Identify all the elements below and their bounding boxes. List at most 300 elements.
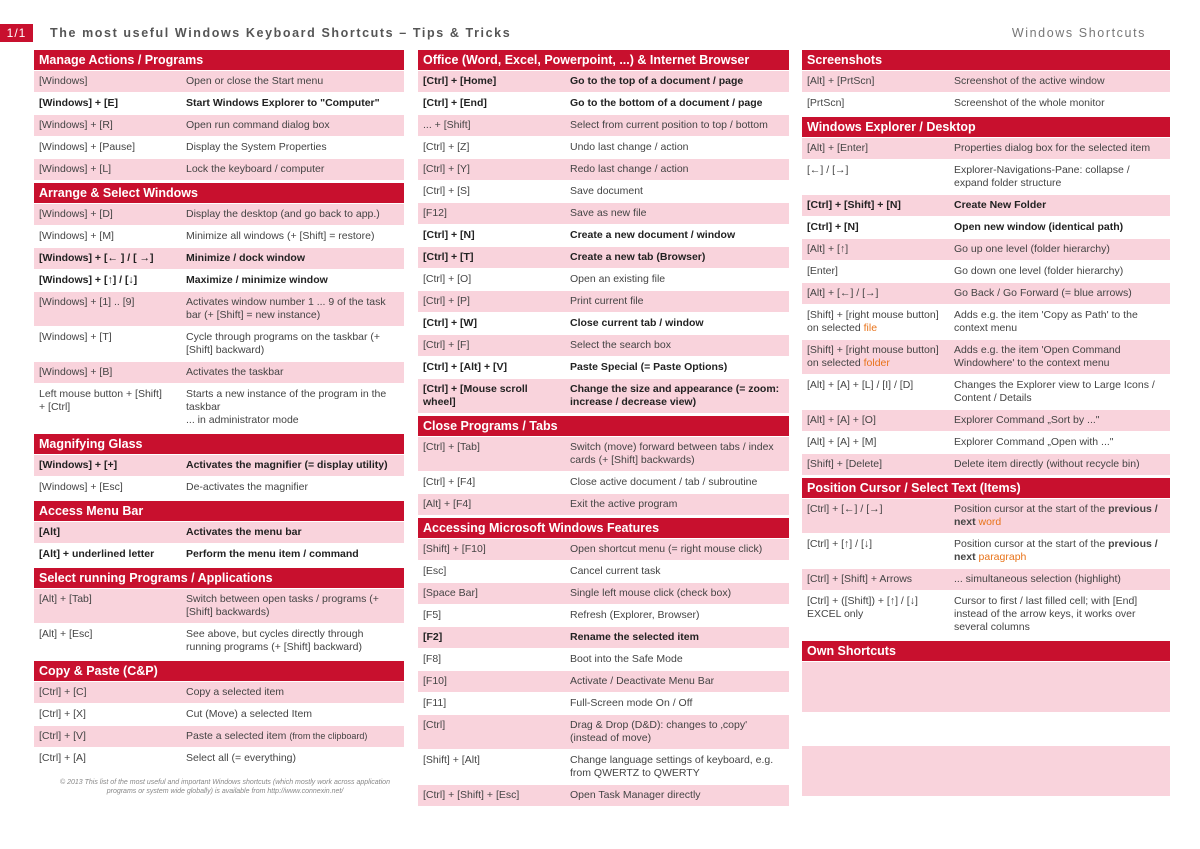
shortcut-row — [418, 539, 789, 560]
shortcut-keys — [34, 270, 182, 291]
shortcut-description — [566, 693, 789, 714]
shortcut-description — [566, 115, 789, 136]
shortcut-keys — [34, 384, 182, 431]
shortcut-description-text: Go Back / Go Forward (= blue arrows) — [954, 287, 1132, 299]
shortcut-keys — [802, 93, 950, 114]
blank-shortcut-row — [802, 714, 1170, 744]
shortcut-keys-text: [Ctrl] + [P] — [423, 295, 470, 307]
page-number-badge: 1/1 — [0, 24, 33, 42]
shortcut-keys — [802, 569, 950, 590]
shortcut-description-text: Switch between open tasks / programs (+ [Shift] backwards) — [186, 593, 379, 618]
shortcut-keys — [418, 671, 566, 692]
shortcut-description — [182, 327, 404, 361]
shortcut-row — [418, 71, 789, 92]
shortcut-description — [566, 225, 789, 246]
shortcut-description — [950, 93, 1170, 114]
shortcut-keys-text: [Ctrl] + [N] — [423, 229, 475, 241]
section-heading: Position Cursor / Select Text (Items) — [802, 478, 1170, 498]
shortcut-description-text: Create a new document / window — [570, 229, 736, 241]
shortcut-description — [566, 379, 789, 413]
shortcut-description-text: Position cursor at the start of the — [954, 503, 1109, 515]
shortcut-row — [802, 195, 1170, 216]
shortcut-description-text: Screenshot of the whole monitor — [954, 97, 1105, 109]
shortcut-keys — [802, 138, 950, 159]
shortcut-description-text: Open an existing file — [570, 273, 666, 285]
shortcut-description — [566, 159, 789, 180]
shortcut-row — [34, 292, 404, 326]
shortcut-description-text: Position cursor at the start of the — [954, 538, 1109, 550]
shortcut-row — [418, 605, 789, 626]
shortcut-description-text: Single left mouse click (check box) — [570, 587, 732, 599]
shortcut-keys — [418, 247, 566, 268]
section-heading: Copy & Paste (C&P) — [34, 661, 404, 681]
page-header — [0, 24, 1200, 42]
shortcut-description — [950, 375, 1170, 409]
shortcut-description — [182, 115, 404, 136]
shortcut-keys — [802, 534, 950, 568]
shortcut-description — [950, 534, 1170, 568]
shortcut-description-text: Create a new tab (Browser) — [570, 251, 706, 263]
section-arrange-select-windows — [34, 183, 404, 431]
shortcut-description-text: Copy a selected item — [186, 686, 285, 698]
shortcut-keys — [418, 785, 566, 806]
section-select-running-programs-applications — [34, 568, 404, 658]
shortcut-row — [34, 704, 404, 725]
shortcut-description-text: Go up one level (folder hierarchy) — [954, 243, 1110, 255]
shortcut-row — [802, 591, 1170, 638]
shortcut-keys-text: [Alt] + [↑] — [807, 243, 849, 255]
shortcut-keys-text: [Windows] + [Esc] — [39, 481, 123, 493]
shortcut-description — [566, 291, 789, 312]
shortcut-description-text: Full-Screen mode On / Off — [570, 697, 693, 709]
shortcut-description-text: Activate / Deactivate Menu Bar — [570, 675, 715, 687]
shortcut-description — [950, 410, 1170, 431]
shortcut-row — [34, 522, 404, 543]
shortcut-keys-text: [Shift] + [Delete] — [807, 458, 882, 470]
shortcut-keys — [418, 750, 566, 784]
shortcut-row — [802, 432, 1170, 453]
shortcut-keys — [418, 269, 566, 290]
shortcut-keys-text: [Ctrl] + [Mouse scroll wheel] — [423, 383, 528, 408]
shortcut-description-text: Change the size and appearance (= zoom: increase / decrease view) — [570, 383, 780, 408]
section-screenshots — [802, 50, 1170, 114]
shortcut-description — [182, 362, 404, 383]
shortcut-row — [802, 239, 1170, 260]
shortcut-row — [802, 305, 1170, 339]
shortcut-keys — [418, 357, 566, 378]
shortcut-keys-text: [Windows] + [R] — [39, 119, 113, 131]
shortcut-description — [566, 750, 789, 784]
shortcut-description — [950, 454, 1170, 475]
shortcut-keys — [418, 649, 566, 670]
shortcut-description — [950, 591, 1170, 638]
shortcut-keys — [802, 499, 950, 533]
section-heading: Office (Word, Excel, Powerpoint, ...) & Internet Browser — [418, 50, 789, 70]
shortcut-description-text: Explorer Command „Sort by ..." — [954, 414, 1100, 426]
shortcut-keys-text: [Windows] + [E] — [39, 97, 118, 109]
shortcut-keys — [802, 454, 950, 475]
shortcut-keys-text: [F12] — [423, 207, 447, 219]
description-emphasis: previous / next — [954, 538, 1158, 563]
shortcut-keys-text: [Alt] + [Enter] — [807, 142, 868, 154]
shortcut-row — [418, 115, 789, 136]
shortcut-keys — [34, 726, 182, 747]
shortcut-keys-text: [Shift] + [right mouse button] on selected — [807, 309, 939, 334]
section-position-cursor-select-text-items — [802, 478, 1170, 638]
section-heading: Close Programs / Tabs — [418, 416, 789, 436]
shortcut-keys-text: [Ctrl] + [Tab] — [423, 441, 480, 453]
shortcut-keys — [34, 589, 182, 623]
section-heading: Manage Actions / Programs — [34, 50, 404, 70]
shortcut-description-text: Open run command dialog box — [186, 119, 330, 131]
shortcut-row — [34, 159, 404, 180]
shortcut-description — [566, 181, 789, 202]
shortcut-description-text: Change language settings of keyboard, e.g. from QWERTZ to QWERTY — [570, 754, 774, 779]
shortcut-keys-text: [Alt] + [F4] — [423, 498, 472, 510]
shortcut-row — [802, 160, 1170, 194]
highlight-text: folder — [863, 357, 890, 369]
shortcut-keys-text: [Alt] + [A] + [M] — [807, 436, 877, 448]
shortcut-row — [802, 138, 1170, 159]
shortcut-row — [34, 682, 404, 703]
shortcut-keys-text: [Windows] + [L] — [39, 163, 112, 175]
shortcut-keys-text: [Ctrl] + [Alt] + [V] — [423, 361, 507, 373]
shortcut-keys — [802, 432, 950, 453]
shortcut-description — [182, 589, 404, 623]
shortcut-description — [182, 544, 404, 565]
shortcut-description — [950, 138, 1170, 159]
shortcut-description-text: Cycle through programs on the taskbar (+ [Shift] backward) — [186, 331, 381, 356]
shortcut-description — [950, 195, 1170, 216]
shortcut-keys-text: [Alt] + [Tab] — [39, 593, 92, 605]
shortcut-description-text: Boot into the Safe Mode — [570, 653, 683, 665]
shortcut-description-text: Activates the menu bar — [186, 526, 302, 538]
shortcut-keys — [34, 624, 182, 658]
shortcut-description-text: Cursor to first / last filled cell; with [End] instead of the arrow keys, it works over several columns — [954, 595, 1138, 633]
column-3 — [802, 50, 1170, 799]
shortcut-keys — [418, 627, 566, 648]
shortcut-row — [802, 410, 1170, 431]
shortcut-row — [34, 93, 404, 114]
shortcut-description — [566, 583, 789, 604]
section-heading: Arrange & Select Windows — [34, 183, 404, 203]
shortcut-description — [182, 704, 404, 725]
shortcut-description-text: Redo last change / action — [570, 163, 689, 175]
shortcut-keys — [418, 225, 566, 246]
shortcut-row — [418, 437, 789, 471]
shortcut-description — [182, 522, 404, 543]
shortcut-keys — [802, 591, 950, 638]
shortcut-description-text: Perform the menu item / command — [186, 548, 359, 560]
shortcut-description-text: Create New Folder — [954, 199, 1047, 211]
shortcut-description — [182, 726, 404, 747]
shortcut-description — [566, 472, 789, 493]
shortcut-keys-text: [Windows] + [1] .. [9] — [39, 296, 135, 308]
shortcut-row — [418, 203, 789, 224]
shortcut-keys — [34, 292, 182, 326]
shortcut-keys — [34, 93, 182, 114]
shortcut-row — [34, 270, 404, 291]
section-access-menu-bar — [34, 501, 404, 565]
shortcut-description-text: Lock the keyboard / computer — [186, 163, 325, 175]
shortcut-description-text: Open new window (identical path) — [954, 221, 1124, 233]
shortcut-row — [418, 561, 789, 582]
shortcut-description-text: Explorer-Navigations-Pane: collapse / expand folder structure — [954, 164, 1130, 189]
shortcut-keys-text: [Windows] + [↑] / [↓] — [39, 274, 138, 286]
section-heading: Screenshots — [802, 50, 1170, 70]
shortcut-row — [418, 291, 789, 312]
shortcut-keys-text: [F10] — [423, 675, 447, 687]
shortcut-row — [418, 159, 789, 180]
shortcut-row — [418, 750, 789, 784]
shortcut-description — [182, 137, 404, 158]
shortcut-description — [566, 247, 789, 268]
shortcut-row — [802, 375, 1170, 409]
shortcut-keys-text: [Alt] + underlined letter — [39, 548, 155, 560]
shortcut-description-text: De-activates the magnifier — [186, 481, 308, 493]
shortcut-keys-text: [Alt] — [39, 526, 60, 538]
shortcut-description-text: Go to the top of a document / page — [570, 75, 744, 87]
shortcut-description-text: Drag & Drop (D&D): changes to ‚copy' (instead of move) — [570, 719, 748, 744]
shortcut-row — [34, 362, 404, 383]
shortcut-keys-text: [Alt] + [Esc] — [39, 628, 93, 640]
shortcut-keys — [34, 704, 182, 725]
shortcut-description-text: Open Task Manager directly — [570, 789, 701, 801]
shortcut-description — [566, 605, 789, 626]
shortcut-keys-text: [Ctrl] + [W] — [423, 317, 477, 329]
section-heading: Magnifying Glass — [34, 434, 404, 454]
shortcut-description-text: Activates the magnifier (= display utility) — [186, 459, 388, 471]
shortcut-row — [34, 226, 404, 247]
shortcut-keys — [418, 437, 566, 471]
shortcut-keys — [802, 195, 950, 216]
shortcut-keys — [418, 494, 566, 515]
shortcut-row — [418, 627, 789, 648]
shortcut-keys — [418, 115, 566, 136]
shortcut-row — [34, 455, 404, 476]
shortcut-keys — [418, 693, 566, 714]
shortcut-description — [566, 313, 789, 334]
shortcut-keys-text: [Alt] + [PrtScn] — [807, 75, 875, 87]
shortcut-description — [566, 203, 789, 224]
shortcut-description — [566, 785, 789, 806]
shortcut-keys-text: [Ctrl] + [↑] / [↓] — [807, 538, 873, 550]
shortcut-description — [182, 226, 404, 247]
shortcut-description — [566, 671, 789, 692]
shortcut-row — [34, 71, 404, 92]
shortcut-keys-text: [Ctrl] + [Home] — [423, 75, 497, 87]
shortcut-description — [182, 624, 404, 658]
shortcut-keys-text: [Windows] + [Pause] — [39, 141, 136, 153]
shortcut-description — [182, 71, 404, 92]
shortcut-keys-text: [F5] — [423, 609, 442, 621]
section-heading: Windows Explorer / Desktop — [802, 117, 1170, 137]
column-1 — [34, 50, 404, 772]
shortcut-keys — [802, 261, 950, 282]
shortcut-keys — [34, 455, 182, 476]
page-title: The most useful Windows Keyboard Shortcuts – Tips & Tricks — [50, 26, 512, 40]
shortcut-keys-text: [Ctrl] + [End] — [423, 97, 487, 109]
shortcut-row — [418, 357, 789, 378]
description-note: (from the clipboard) — [289, 731, 368, 741]
shortcut-keys — [418, 159, 566, 180]
shortcut-row — [418, 335, 789, 356]
shortcut-description-text: Activates window number 1 ... 9 of the task bar (+ [Shift] = new instance) — [186, 296, 386, 321]
shortcut-description-text: Undo last change / action — [570, 141, 689, 153]
shortcut-row — [34, 137, 404, 158]
shortcut-description-text: Select the search box — [570, 339, 671, 351]
shortcut-keys-text: [F11] — [423, 697, 447, 709]
shortcut-description — [566, 494, 789, 515]
shortcut-keys-text: [Ctrl] + ([Shift]) + [↑] / [↓] EXCEL only — [807, 595, 918, 620]
shortcut-row — [418, 225, 789, 246]
shortcut-description — [566, 715, 789, 749]
shortcut-keys-text: [Ctrl] + [Shift] + [Esc] — [423, 789, 520, 801]
shortcut-keys-text: [Ctrl] + [F4] — [423, 476, 476, 488]
shortcut-description — [566, 357, 789, 378]
shortcut-description-text: See above, but cycles directly through running programs (+ [Shift] backward) — [186, 628, 364, 653]
shortcut-description-text: Display the desktop (and go back to app.) — [186, 208, 380, 220]
shortcut-keys — [802, 283, 950, 304]
shortcut-description-text: Close current tab / window — [570, 317, 704, 329]
section-close-programs-tabs — [418, 416, 789, 515]
shortcut-description-text: Print current file — [570, 295, 644, 307]
shortcut-description-text: Open shortcut menu (= right mouse click) — [570, 543, 763, 555]
shortcut-row — [802, 340, 1170, 374]
shortcut-description-text: Save document — [570, 185, 643, 197]
shortcut-keys-text: [Windows] — [39, 75, 88, 87]
shortcut-keys — [802, 375, 950, 409]
shortcut-description-text: Maximize / minimize window — [186, 274, 328, 286]
shortcut-keys — [418, 539, 566, 560]
shortcut-keys-text: [Esc] — [423, 565, 447, 577]
shortcut-row — [34, 624, 404, 658]
shortcut-keys — [418, 561, 566, 582]
column-2 — [418, 50, 789, 809]
highlight-text: word — [975, 516, 1002, 528]
shortcut-keys-text: [Ctrl] + [S] — [423, 185, 470, 197]
shortcut-description-text: Display the System Properties — [186, 141, 327, 153]
shortcut-keys-text: [Ctrl] + [F] — [423, 339, 470, 351]
shortcut-description-text: Close active document / tab / subroutine — [570, 476, 758, 488]
shortcut-row — [34, 726, 404, 747]
shortcut-description — [566, 437, 789, 471]
shortcut-keys-text: [Windows] + [M] — [39, 230, 114, 242]
shortcut-description — [950, 283, 1170, 304]
blank-shortcut-row — [802, 662, 1170, 712]
shortcut-keys — [418, 137, 566, 158]
shortcut-keys — [34, 226, 182, 247]
shortcut-description-text: ... simultaneous selection (highlight) — [954, 573, 1121, 585]
shortcut-description — [566, 269, 789, 290]
shortcut-row — [802, 71, 1170, 92]
section-manage-actions-programs — [34, 50, 404, 180]
section-heading: Own Shortcuts — [802, 641, 1170, 661]
shortcut-keys — [418, 181, 566, 202]
shortcut-keys-text: [Alt] + [←] / [→] — [807, 287, 879, 299]
section-magnifying-glass — [34, 434, 404, 498]
shortcut-description-text: Starts a new instance of the program in the taskbar ... in administrator mode — [186, 388, 387, 426]
shortcut-keys — [34, 748, 182, 769]
section-windows-explorer-desktop — [802, 117, 1170, 475]
page-category: Windows Shortcuts — [1011, 26, 1146, 40]
shortcut-keys-text: [PrtScn] — [807, 97, 845, 109]
shortcut-description-text: Go down one level (folder hierarchy) — [954, 265, 1124, 277]
shortcut-description-text: Cancel current task — [570, 565, 661, 577]
shortcut-row — [418, 269, 789, 290]
shortcut-description — [182, 682, 404, 703]
footnote: © 2013 This list of the most useful and important Windows shortcuts (which mostly work across application programs or system wide globally) is available from http://www.connexin.net/ — [60, 779, 390, 795]
shortcut-keys-text: [Ctrl] + [←] / [→] — [807, 503, 883, 515]
section-accessing-microsoft-windows-features — [418, 518, 789, 806]
shortcut-row — [418, 379, 789, 413]
shortcut-description-text: Save as new file — [570, 207, 647, 219]
shortcut-keys-text: [Alt] + [A] + [O] — [807, 414, 876, 426]
shortcut-keys — [34, 159, 182, 180]
shortcut-keys — [418, 313, 566, 334]
shortcut-keys-text: [Space Bar] — [423, 587, 478, 599]
shortcut-keys — [34, 115, 182, 136]
shortcut-keys — [34, 477, 182, 498]
shortcut-keys-text: [←] / [→] — [807, 164, 849, 176]
shortcut-row — [418, 247, 789, 268]
shortcut-keys — [34, 682, 182, 703]
shortcut-keys-text: [Ctrl] + [T] — [423, 251, 474, 263]
shortcut-row — [34, 204, 404, 225]
shortcut-description-text: Activates the taskbar — [186, 366, 284, 378]
shortcut-keys — [34, 137, 182, 158]
shortcut-row — [34, 327, 404, 361]
shortcut-keys — [418, 291, 566, 312]
shortcut-description-text: Adds e.g. the item 'Copy as Path' to the context menu — [954, 309, 1138, 334]
shortcut-keys-text: [Ctrl] + [V] — [39, 730, 86, 742]
shortcut-keys — [802, 160, 950, 194]
shortcut-description-text: Refresh (Explorer, Browser) — [570, 609, 700, 621]
shortcut-description — [182, 748, 404, 769]
shortcut-row — [802, 499, 1170, 533]
shortcut-row — [34, 589, 404, 623]
highlight-text: paragraph — [975, 551, 1027, 563]
shortcut-row — [34, 384, 404, 431]
shortcut-description-text: Exit the active program — [570, 498, 678, 510]
shortcut-keys — [418, 472, 566, 493]
shortcut-description — [950, 239, 1170, 260]
shortcut-keys — [418, 71, 566, 92]
shortcut-description-text: Start Windows Explorer to "Computer" — [186, 97, 380, 109]
shortcut-description — [950, 217, 1170, 238]
shortcut-description-text: Changes the Explorer view to Large Icons / Content / Details — [954, 379, 1155, 404]
shortcut-row — [418, 93, 789, 114]
shortcut-keys-text: [Ctrl] + [N] — [807, 221, 859, 233]
shortcut-description — [566, 539, 789, 560]
shortcut-keys — [802, 239, 950, 260]
shortcut-keys — [34, 204, 182, 225]
shortcut-row — [34, 544, 404, 565]
shortcut-keys — [802, 340, 950, 374]
shortcut-description — [566, 649, 789, 670]
section-heading: Access Menu Bar — [34, 501, 404, 521]
shortcut-description-text: Select all (= everything) — [186, 752, 297, 764]
shortcut-row — [34, 477, 404, 498]
shortcut-keys-text: [Shift] + [right mouse button] on selected — [807, 344, 939, 369]
shortcut-description — [182, 384, 404, 431]
shortcut-description-text: Select from current position to top / bottom — [570, 119, 768, 131]
shortcut-keys-text: Left mouse button + [Shift] + [Ctrl] — [39, 388, 162, 413]
shortcut-keys — [418, 203, 566, 224]
shortcut-keys — [34, 248, 182, 269]
shortcut-row — [418, 472, 789, 493]
section-own-shortcuts — [802, 641, 1170, 796]
